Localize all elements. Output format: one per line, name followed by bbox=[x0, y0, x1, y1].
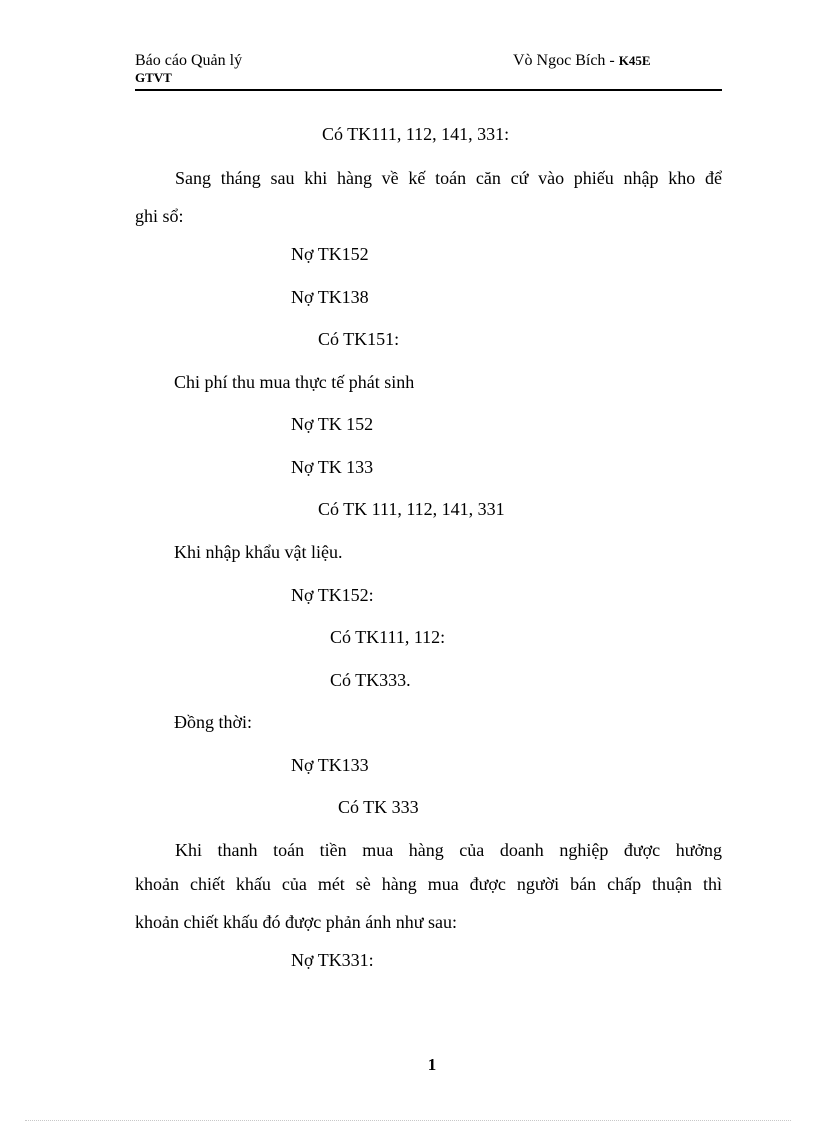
paragraph-line: khoản chiết khấu của mét sè hàng mua được người bán chấp thuận thì bbox=[135, 874, 722, 894]
header-right bbox=[513, 51, 651, 70]
line-co-tk333: Có TK333. bbox=[330, 670, 411, 690]
paragraph-line: khoản chiết khấu đó được phản ánh như sau: bbox=[135, 912, 457, 932]
line-co-tk111-112: Có TK111, 112: bbox=[330, 627, 446, 647]
header-class: K45E bbox=[618, 53, 651, 68]
paragraph-line: ghi sổ: bbox=[135, 206, 184, 226]
paragraph-sang-thang-sau bbox=[135, 167, 722, 189]
line-no-tk-152: Nợ TK 152 bbox=[291, 414, 374, 434]
header-title: Báo cáo Quản lý bbox=[135, 52, 243, 69]
line-no-tk133: Nợ TK133 bbox=[291, 755, 369, 775]
line-co-tk111-112-141-331: Có TK111, 112, 141, 331: bbox=[322, 124, 510, 144]
header-rule bbox=[135, 89, 722, 91]
paragraph-khi-thanh-toan bbox=[135, 839, 722, 861]
line-no-tk152: Nợ TK152 bbox=[291, 244, 369, 264]
line-khi-nhap-khau: Khi nhập khẩu vật liệu. bbox=[174, 542, 343, 562]
header-subtitle: GTVT bbox=[135, 70, 172, 85]
line-chi-phi-thu-mua: Chi phí thu mua thực tế phát sinh bbox=[174, 372, 415, 392]
line-no-tk-133: Nợ TK 133 bbox=[291, 457, 374, 477]
line-no-tk331: Nợ TK331: bbox=[291, 950, 374, 970]
line-co-tk-333: Có TK 333 bbox=[338, 797, 419, 817]
header-left bbox=[135, 51, 242, 85]
paragraph-khi-thanh-toan-2 bbox=[135, 873, 722, 895]
line-co-tk151: Có TK151: bbox=[318, 329, 400, 349]
line-dong-thoi: Đồng thời: bbox=[174, 712, 253, 732]
page-bottom-border bbox=[25, 1120, 791, 1121]
paragraph-line: Sang tháng sau khi hàng về kế toán căn cứ vào phiếu nhập kho để bbox=[175, 168, 722, 188]
line-no-tk152-colon: Nợ TK152: bbox=[291, 585, 374, 605]
paragraph-line: Khi thanh toán tiền mua hàng của doanh nghiệp được hưởng bbox=[175, 840, 722, 860]
page-number: 1 bbox=[427, 1055, 437, 1074]
line-no-tk138: Nợ TK138 bbox=[291, 287, 369, 307]
line-co-tk-111-112-141-331: Có TK 111, 112, 141, 331 bbox=[318, 499, 505, 519]
header-author: Vò Ngoc Bích - bbox=[513, 52, 615, 69]
